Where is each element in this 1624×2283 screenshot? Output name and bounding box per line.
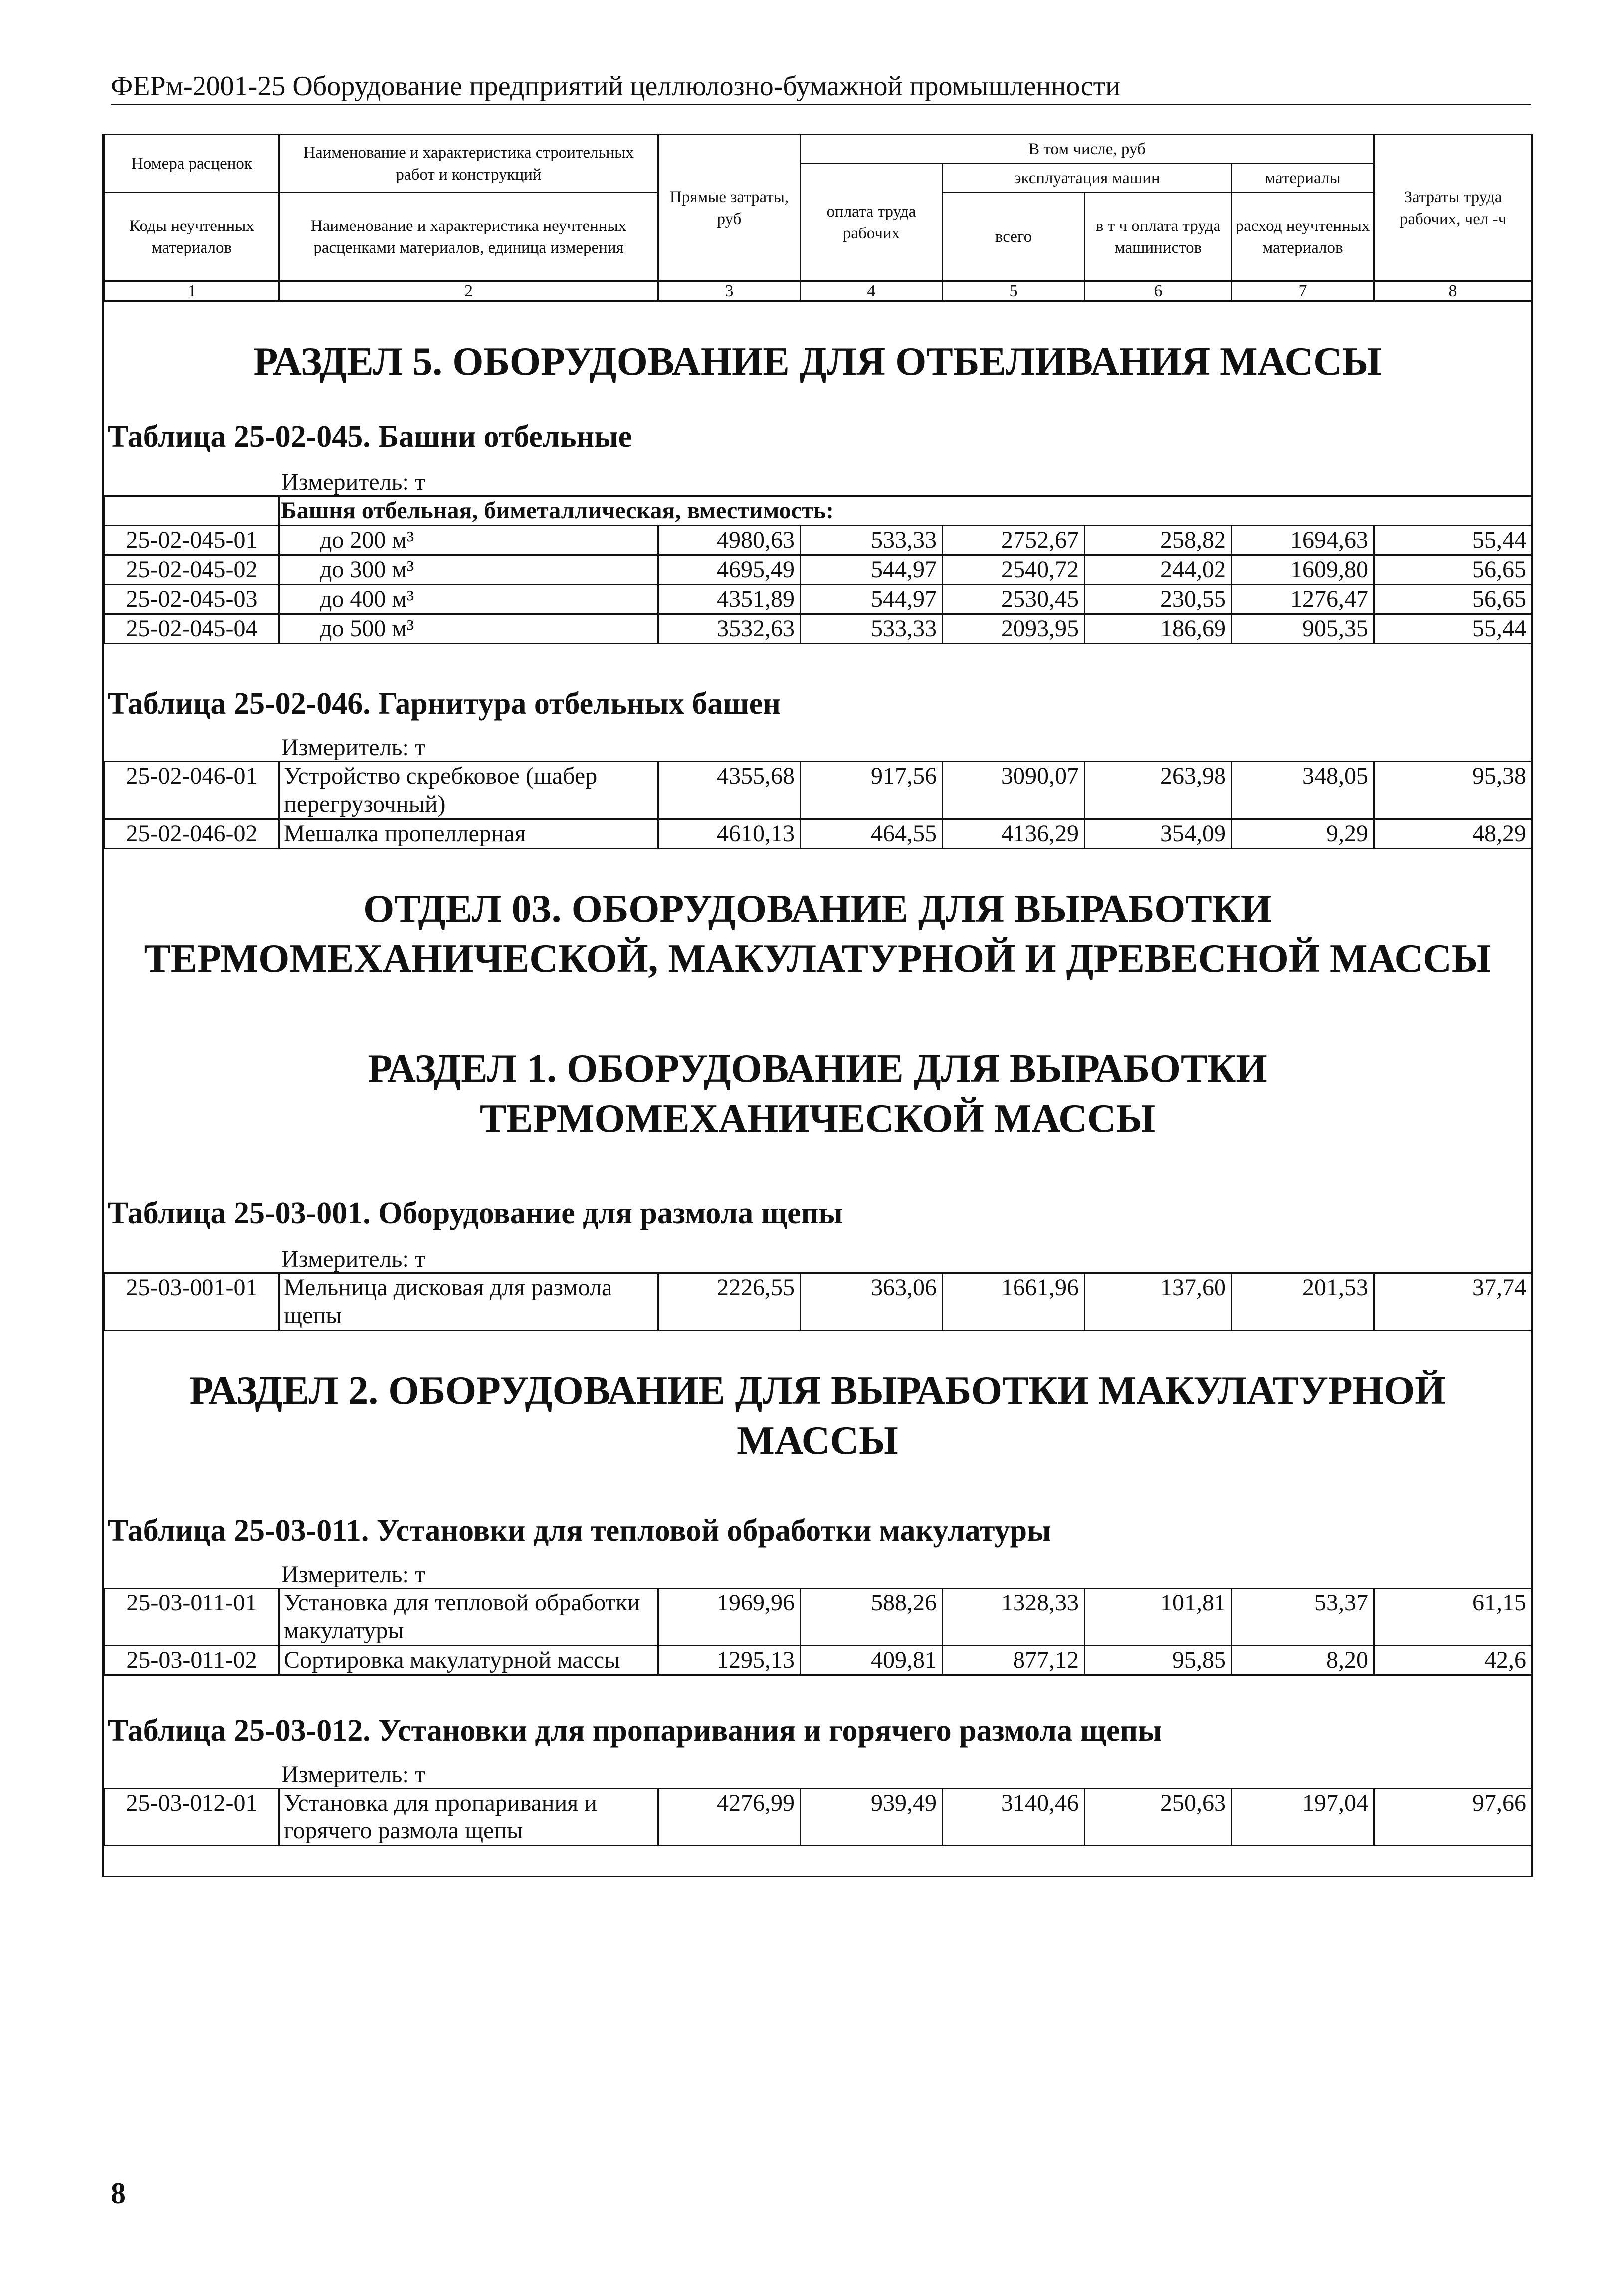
labor-hours: 61,15 bbox=[1374, 1589, 1532, 1646]
labor-pay: 409,81 bbox=[801, 1646, 943, 1675]
header-material-codes: Коды неучтенных материалов bbox=[105, 193, 279, 281]
header-work-name: Наименование и характеристика строительных работ и конструкций bbox=[279, 135, 658, 193]
rate-name: Устройство скребковое (шабер перегрузочный) bbox=[279, 762, 658, 819]
labor-pay: 588,26 bbox=[801, 1589, 943, 1646]
table-row bbox=[105, 819, 1532, 849]
machinist-pay: 95,85 bbox=[1085, 1646, 1232, 1675]
materials: 1276,47 bbox=[1232, 585, 1374, 614]
direct-costs: 1969,96 bbox=[658, 1589, 801, 1646]
header-machinist-pay: в т ч оплата труда машинистов bbox=[1085, 193, 1232, 281]
header-rate-numbers: Номера расценок bbox=[105, 135, 279, 193]
labor-pay: 544,97 bbox=[801, 585, 943, 614]
rate-code: 25-02-045-03 bbox=[105, 585, 279, 614]
machinist-pay: 258,82 bbox=[1085, 526, 1232, 555]
table-row bbox=[105, 526, 1532, 555]
rate-name: Установка для тепловой обработки макулатуры bbox=[279, 1589, 658, 1646]
table-row bbox=[105, 555, 1532, 585]
table-row bbox=[105, 614, 1532, 644]
labor-hours: 95,38 bbox=[1374, 762, 1532, 819]
column-header-table bbox=[104, 134, 1533, 302]
col-number: 1 bbox=[105, 281, 279, 301]
rate-sheet bbox=[102, 134, 1533, 1877]
materials: 348,05 bbox=[1232, 762, 1374, 819]
materials: 9,29 bbox=[1232, 819, 1374, 849]
rate-code: 25-02-045-04 bbox=[105, 614, 279, 644]
labor-hours: 37,74 bbox=[1374, 1273, 1532, 1331]
section-title: РАЗДЕЛ 2. ОБОРУДОВАНИЕ ДЛЯ ВЫРАБОТКИ МАКУЛАТУРНОЙ МАССЫ bbox=[189, 1369, 1446, 1463]
rate-name: Сортировка макулатурной массы bbox=[279, 1646, 658, 1675]
machinist-pay: 244,02 bbox=[1085, 555, 1232, 585]
col-number: 5 bbox=[943, 281, 1085, 301]
rate-code: 25-02-046-01 bbox=[105, 762, 279, 819]
machines-total: 877,12 bbox=[943, 1646, 1085, 1675]
header-material-name: Наименование и характеристика неучтенных расценками материалов, единица измерения bbox=[279, 193, 658, 281]
header-machines: эксплуатация машин bbox=[943, 164, 1232, 193]
direct-costs: 4980,63 bbox=[658, 526, 801, 555]
materials: 1694,63 bbox=[1232, 526, 1374, 555]
table-title: Таблица 25-03-001. Оборудование для размола щепы bbox=[108, 1196, 843, 1230]
unit-label: Измеритель: т bbox=[281, 1561, 425, 1588]
group-heading: Башня отбельная, биметаллическая, вместимость: bbox=[279, 496, 1532, 526]
labor-pay: 917,56 bbox=[801, 762, 943, 819]
page-number: 8 bbox=[111, 2177, 126, 2210]
col-number: 3 bbox=[658, 281, 801, 301]
machines-total: 2540,72 bbox=[943, 555, 1085, 585]
table-row bbox=[105, 1273, 1532, 1331]
rate-name: до 500 м³ bbox=[279, 614, 658, 644]
direct-costs: 4351,89 bbox=[658, 585, 801, 614]
machinist-pay: 101,81 bbox=[1085, 1589, 1232, 1646]
machinist-pay: 250,63 bbox=[1085, 1789, 1232, 1846]
rate-code: 25-03-001-01 bbox=[105, 1273, 279, 1331]
header-machines-total: всего bbox=[943, 193, 1085, 281]
machinist-pay: 263,98 bbox=[1085, 762, 1232, 819]
machines-total: 2093,95 bbox=[943, 614, 1085, 644]
machines-total: 1328,33 bbox=[943, 1589, 1085, 1646]
col-number: 6 bbox=[1085, 281, 1232, 301]
page-header: ФЕРм-2001-25 Оборудование предприятий целлюлозно-бумажной промышленности bbox=[111, 69, 1531, 105]
machinist-pay: 354,09 bbox=[1085, 819, 1232, 849]
machinist-pay: 137,60 bbox=[1085, 1273, 1232, 1331]
direct-costs: 2226,55 bbox=[658, 1273, 801, 1331]
labor-pay: 363,06 bbox=[801, 1273, 943, 1331]
rate-name: Установка для пропаривания и горячего размола щепы bbox=[279, 1789, 658, 1846]
table-row bbox=[105, 1789, 1532, 1846]
table-title: Таблица 25-02-045. Башни отбельные bbox=[108, 420, 632, 454]
table-row bbox=[105, 1589, 1532, 1646]
table-row bbox=[105, 1646, 1532, 1675]
rate-code: 25-03-011-01 bbox=[105, 1589, 279, 1646]
labor-pay: 533,33 bbox=[801, 526, 943, 555]
unit-label: Измеритель: т bbox=[281, 1246, 425, 1272]
col-number: 7 bbox=[1232, 281, 1374, 301]
rates-table bbox=[104, 1788, 1533, 1846]
machines-total: 3090,07 bbox=[943, 762, 1085, 819]
table-title: Таблица 25-03-011. Установки для тепловой обработки макулатуры bbox=[108, 1514, 1051, 1548]
machines-total: 3140,46 bbox=[943, 1789, 1085, 1846]
machinist-pay: 230,55 bbox=[1085, 585, 1232, 614]
rate-code: 25-02-046-02 bbox=[105, 819, 279, 849]
machines-total: 1661,96 bbox=[943, 1273, 1085, 1331]
rate-name: до 300 м³ bbox=[279, 555, 658, 585]
machines-total: 2752,67 bbox=[943, 526, 1085, 555]
table-row bbox=[105, 762, 1532, 819]
col-number: 2 bbox=[279, 281, 658, 301]
header-labor-hours: Затраты труда рабочих, чел -ч bbox=[1374, 135, 1532, 281]
machines-total: 2530,45 bbox=[943, 585, 1085, 614]
direct-costs: 4276,99 bbox=[658, 1789, 801, 1846]
labor-pay: 939,49 bbox=[801, 1789, 943, 1846]
rates-table bbox=[104, 761, 1533, 849]
labor-pay: 533,33 bbox=[801, 614, 943, 644]
direct-costs: 3532,63 bbox=[658, 614, 801, 644]
section-title: РАЗДЕЛ 1. ОБОРУДОВАНИЕ ДЛЯ ВЫРАБОТКИ ТЕРМОМЕХАНИЧЕСКОЙ МАССЫ bbox=[368, 1047, 1267, 1141]
table-title: Таблица 25-03-012. Установки для пропаривания и горячего размола щепы bbox=[108, 1714, 1162, 1748]
col-number: 8 bbox=[1374, 281, 1532, 301]
direct-costs: 4355,68 bbox=[658, 762, 801, 819]
labor-hours: 48,29 bbox=[1374, 819, 1532, 849]
rates-table bbox=[104, 1272, 1533, 1331]
materials: 197,04 bbox=[1232, 1789, 1374, 1846]
division-title: ОТДЕЛ 03. ОБОРУДОВАНИЕ ДЛЯ ВЫРАБОТКИ ТЕРМОМЕХАНИЧЕСКОЙ, МАКУЛАТУРНОЙ И ДРЕВЕСНОЙ МАССЫ bbox=[144, 887, 1491, 981]
materials: 201,53 bbox=[1232, 1273, 1374, 1331]
rate-code: 25-03-011-02 bbox=[105, 1646, 279, 1675]
header-labor-pay: оплата труда рабочих bbox=[801, 164, 943, 281]
col-number: 4 bbox=[801, 281, 943, 301]
materials: 8,20 bbox=[1232, 1646, 1374, 1675]
header-materials: материалы bbox=[1232, 164, 1374, 193]
rate-name: Мешалка пропеллерная bbox=[279, 819, 658, 849]
table-row bbox=[105, 585, 1532, 614]
header-material-use: расход неучтенных материалов bbox=[1232, 193, 1374, 281]
labor-pay: 544,97 bbox=[801, 555, 943, 585]
labor-pay: 464,55 bbox=[801, 819, 943, 849]
rate-code: 25-03-012-01 bbox=[105, 1789, 279, 1846]
rates-table bbox=[104, 1588, 1533, 1676]
direct-costs: 4695,49 bbox=[658, 555, 801, 585]
direct-costs: 1295,13 bbox=[658, 1646, 801, 1675]
direct-costs: 4610,13 bbox=[658, 819, 801, 849]
unit-label: Измеритель: т bbox=[281, 469, 425, 495]
labor-hours: 97,66 bbox=[1374, 1789, 1532, 1846]
header-direct-costs: Прямые затраты, руб bbox=[658, 135, 801, 281]
header-including: В том числе, руб bbox=[801, 135, 1374, 164]
rate-name: до 400 м³ bbox=[279, 585, 658, 614]
labor-hours: 56,65 bbox=[1374, 585, 1532, 614]
machinist-pay: 186,69 bbox=[1085, 614, 1232, 644]
unit-label: Измеритель: т bbox=[281, 734, 425, 761]
rate-name: Мельница дисковая для размола щепы bbox=[279, 1273, 658, 1331]
labor-hours: 55,44 bbox=[1374, 614, 1532, 644]
rates-table bbox=[104, 495, 1533, 644]
materials: 1609,80 bbox=[1232, 555, 1374, 585]
materials: 905,35 bbox=[1232, 614, 1374, 644]
rate-code: 25-02-045-02 bbox=[105, 555, 279, 585]
materials: 53,37 bbox=[1232, 1589, 1374, 1646]
machines-total: 4136,29 bbox=[943, 819, 1085, 849]
rate-name: до 200 м³ bbox=[279, 526, 658, 555]
unit-label: Измеритель: т bbox=[281, 1761, 425, 1788]
labor-hours: 56,65 bbox=[1374, 555, 1532, 585]
labor-hours: 55,44 bbox=[1374, 526, 1532, 555]
labor-hours: 42,6 bbox=[1374, 1646, 1532, 1675]
section-title: РАЗДЕЛ 5. ОБОРУДОВАНИЕ ДЛЯ ОТБЕЛИВАНИЯ МАССЫ bbox=[253, 340, 1382, 384]
table-title: Таблица 25-02-046. Гарнитура отбельных башен bbox=[108, 687, 781, 721]
rate-code: 25-02-045-01 bbox=[105, 526, 279, 555]
